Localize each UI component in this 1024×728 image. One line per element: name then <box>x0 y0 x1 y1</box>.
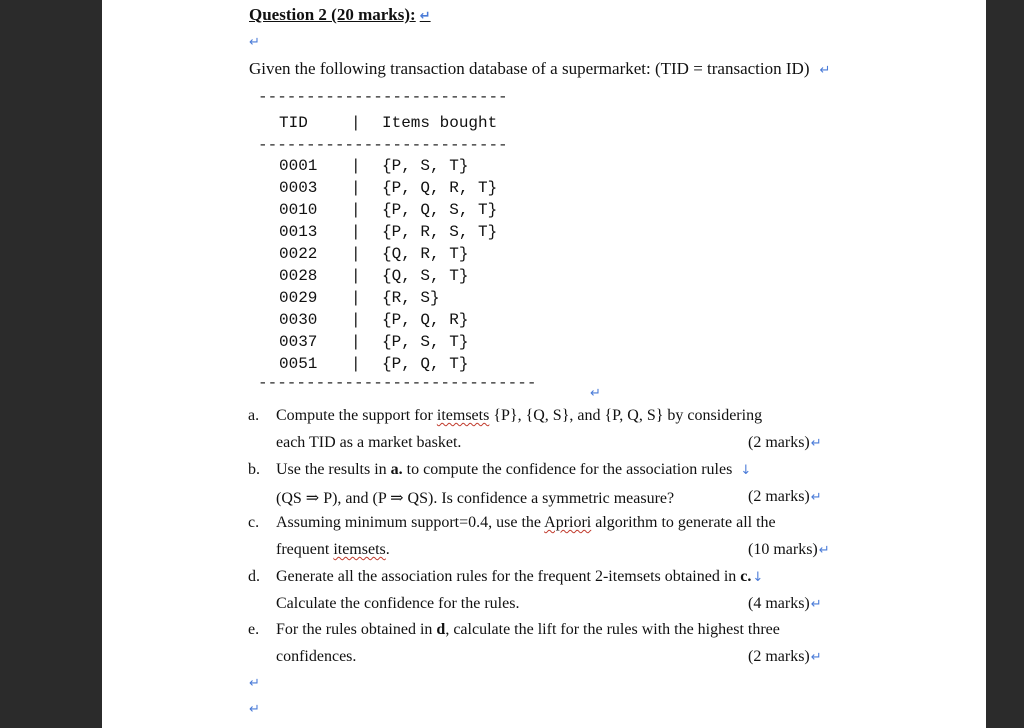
row-items: {Q, S, T} <box>382 267 469 285</box>
marks-text: (2 marks) <box>748 648 810 665</box>
question-b-marks <box>748 488 822 506</box>
table-dash-bottom: ----------------------------- <box>258 374 537 392</box>
question-heading-text: Question 2 (20 marks): <box>249 5 416 24</box>
row-tid: 0030 <box>279 311 318 329</box>
row-items: {P, Q, S, T} <box>382 201 498 219</box>
question-a-marks <box>748 434 822 452</box>
row-tid: 0013 <box>279 223 318 241</box>
question-a-text: {P}, {Q, S}, and {P, Q, S} by considering <box>489 407 763 424</box>
paragraph-mark-icon: ↵ <box>819 63 831 78</box>
question-c-text: algorithm to generate all the <box>591 514 776 531</box>
question-c-text: frequent <box>276 541 334 558</box>
question-b-text: Use the results in <box>276 461 391 478</box>
row-tid: 0037 <box>279 333 318 351</box>
table-body <box>279 157 599 382</box>
spellcheck-word: Apriori <box>544 514 592 531</box>
spellcheck-word: itemsets <box>436 407 490 424</box>
question-c-text: Assuming minimum support=0.4, use the <box>276 514 545 531</box>
table-dash-top: -------------------------- <box>258 88 508 106</box>
row-separator: | <box>351 311 361 329</box>
row-items: {R, S} <box>382 289 440 307</box>
question-a-letter: a. <box>248 407 260 424</box>
question-c-line2 <box>276 541 390 559</box>
row-tid: 0029 <box>279 289 318 307</box>
intro-text: Given the following transaction database of a supermarket: (TID = transaction ID) <box>249 59 810 78</box>
row-tid: 0022 <box>279 245 318 263</box>
row-items: {Q, R, T} <box>382 245 469 263</box>
question-e-line2: confidences. <box>276 648 357 665</box>
empty-paragraph <box>249 33 260 51</box>
paragraph-mark-icon: ↵ <box>810 650 822 665</box>
row-items: {P, Q, R} <box>382 311 469 329</box>
question-d-bold-ref: c. <box>740 568 752 585</box>
question-d-line2: Calculate the confidence for the rules. <box>276 595 520 612</box>
row-items: {P, S, T} <box>382 333 469 351</box>
row-separator: | <box>351 245 361 263</box>
question-e-text: For the rules obtained in <box>276 621 437 638</box>
row-separator: | <box>351 157 361 175</box>
empty-paragraph <box>249 674 260 692</box>
row-separator: | <box>351 201 361 219</box>
row-separator: | <box>351 179 361 197</box>
row-items: {P, R, S, T} <box>382 223 498 241</box>
paragraph-mark-icon: ↵ <box>249 702 260 717</box>
row-separator: | <box>351 267 361 285</box>
question-e-marks <box>748 648 822 666</box>
question-d-line1 <box>276 568 763 586</box>
row-tid: 0028 <box>279 267 318 285</box>
document-page <box>102 0 986 728</box>
marks-text: (2 marks) <box>748 488 810 505</box>
question-e-text: , calculate the lift for the rules with the highest three <box>445 621 780 638</box>
question-a-line2: each TID as a market basket. <box>276 434 462 451</box>
question-d-marks <box>748 595 822 613</box>
row-separator: | <box>351 355 361 373</box>
spellcheck-word: itemsets <box>333 541 386 558</box>
question-b-text: to compute the confidence for the association rules <box>402 461 733 478</box>
row-items: {P, Q, R, T} <box>382 179 498 197</box>
row-tid: 0010 <box>279 201 318 219</box>
line-break-arrow-icon: ↓ <box>740 463 752 478</box>
line-break-arrow-icon: ↓ <box>752 570 764 585</box>
intro-paragraph <box>249 59 830 79</box>
question-e-bold-ref: d <box>436 621 446 638</box>
row-separator: | <box>351 223 361 241</box>
table-header-items: Items bought <box>382 114 498 132</box>
question-b-bold-ref: a. <box>390 461 403 478</box>
empty-paragraph <box>249 700 260 718</box>
row-items: {P, Q, T} <box>382 355 469 373</box>
paragraph-mark-icon: ↵ <box>818 543 830 558</box>
paragraph-mark-icon: ↵ <box>810 490 822 505</box>
row-tid: 0051 <box>279 355 318 373</box>
paragraph-mark-icon: ↵ <box>810 597 822 612</box>
paragraph-mark-icon: ↵ <box>249 676 260 691</box>
question-e-letter: e. <box>248 621 260 638</box>
marks-text: (2 marks) <box>748 434 810 451</box>
question-heading <box>249 5 431 25</box>
question-b-letter: b. <box>248 461 260 478</box>
question-c-letter: c. <box>248 514 260 531</box>
marks-text: (10 marks) <box>748 541 818 558</box>
table-header-tid: TID <box>279 114 308 132</box>
question-a-text: Compute the support for <box>276 407 437 424</box>
question-c-line1 <box>276 514 776 532</box>
row-items: {P, S, T} <box>382 157 469 175</box>
question-b-line1 <box>276 461 751 479</box>
paragraph-mark-icon: ↵ <box>419 9 431 24</box>
paragraph-mark-icon: ↵ <box>590 386 601 401</box>
row-separator: | <box>351 333 361 351</box>
row-tid: 0003 <box>279 179 318 197</box>
question-d-text: Generate all the association rules for the frequent 2-itemsets obtained in <box>276 568 741 585</box>
marks-text: (4 marks) <box>748 595 810 612</box>
question-b-line2: (QS ⇒ P), and (P ⇒ QS). Is confidence a symmetric measure? <box>276 490 675 507</box>
question-e-line1 <box>276 621 780 639</box>
table-header-separator: | <box>351 114 361 132</box>
question-a-line1 <box>276 407 762 425</box>
question-c-text: . <box>385 541 390 558</box>
row-separator: | <box>351 289 361 307</box>
paragraph-mark-icon: ↵ <box>249 35 260 50</box>
question-c-marks <box>748 541 830 559</box>
question-d-letter: d. <box>248 568 260 585</box>
table-header <box>279 114 579 136</box>
row-tid: 0001 <box>279 157 318 175</box>
table-end-paragraph <box>590 384 601 402</box>
table-dash-mid: -------------------------- <box>258 136 508 154</box>
paragraph-mark-icon: ↵ <box>810 436 822 451</box>
